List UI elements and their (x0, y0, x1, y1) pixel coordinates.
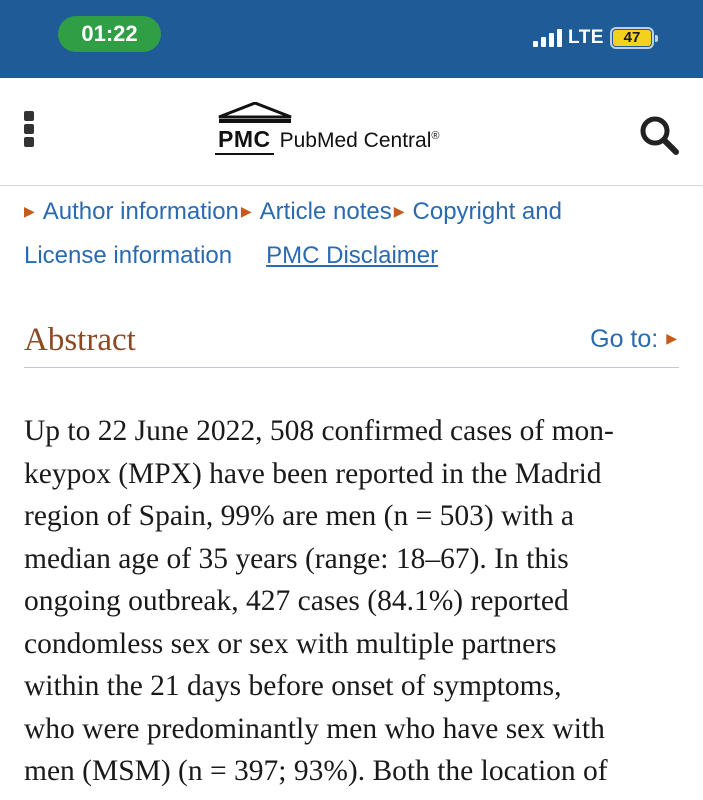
battery-icon (610, 27, 654, 49)
copyright-link[interactable]: Copyright and (412, 198, 562, 225)
goto-label: Go to: (590, 325, 659, 353)
status-indicators (533, 25, 654, 51)
triangle-right-icon: ▶ (666, 330, 677, 346)
abstract-line: within the 21 days before onset of symptoms, (24, 670, 562, 702)
abstract-line: men (MSM) (n = 397; 93%). Both the location of (24, 755, 608, 787)
abstract-line: keypox (MPX) have been reported in the Madrid (24, 457, 602, 490)
signal-strength-icon (533, 29, 562, 47)
abstract-line: ongoing outbreak, 427 cases (84.1%) reported (24, 585, 569, 617)
search-icon[interactable] (638, 114, 680, 156)
abstract-line: condomless sex or sex with multiple partners (24, 627, 557, 660)
abstract-section-header (24, 318, 679, 368)
building-roof-icon (215, 102, 295, 128)
abstract-line: median age of 35 years (range: 18–67). In this (24, 542, 569, 575)
article-notes-link[interactable]: Article notes (259, 198, 392, 225)
triangle-right-icon: ▶ (24, 203, 35, 219)
logo-pubmed-central-text: PubMed Central® (279, 129, 440, 152)
battery-level: 47 (613, 30, 651, 46)
kebab-menu-icon[interactable] (24, 111, 38, 147)
abstract-line: region of Spain, 99% are men (n = 503) with a (24, 500, 574, 532)
triangle-right-icon: ▶ (240, 203, 252, 219)
article-info-links (24, 190, 684, 278)
registered-mark: ® (431, 130, 440, 142)
abstract-line: Up to 22 June 2022, 508 confirmed cases of mon- (24, 415, 614, 447)
status-time: 01:22 (58, 16, 161, 52)
pmc-disclaimer-link[interactable]: PMC Disclaimer (266, 242, 439, 269)
license-information-link[interactable]: License information (24, 242, 233, 269)
app-header (0, 78, 703, 186)
status-bar (0, 0, 703, 78)
network-type: LTE (568, 27, 604, 48)
abstract-text (24, 410, 684, 793)
abstract-line: who were predominantly men who have sex with (24, 712, 605, 745)
triangle-right-icon: ▶ (393, 203, 405, 219)
section-title: Abstract (24, 322, 136, 358)
goto-button[interactable] (590, 325, 677, 354)
logo-pmc-text: PMC (215, 126, 274, 155)
author-information-link[interactable]: Author information (42, 198, 239, 225)
